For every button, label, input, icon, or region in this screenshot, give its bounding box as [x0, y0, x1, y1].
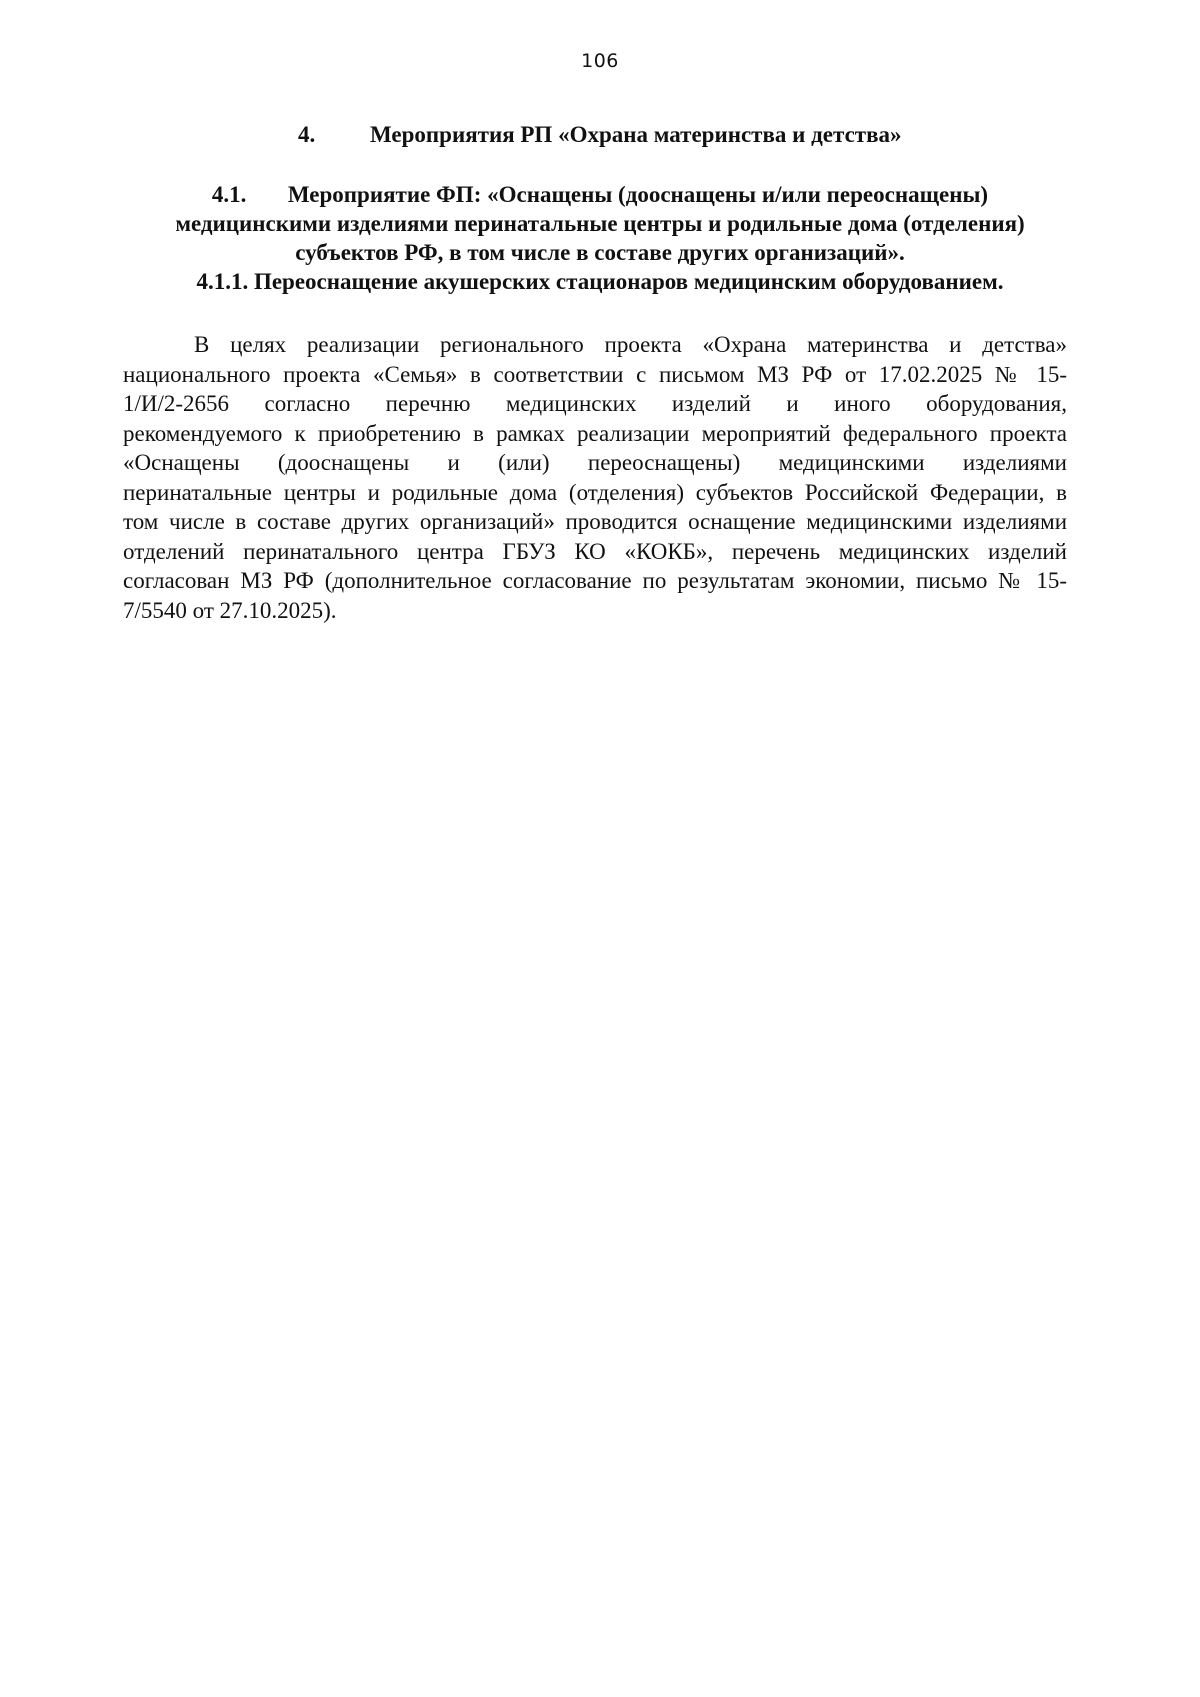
paragraph-line: «Оснащены (дооснащены и (или) переоснащены) медицинскими изделиями — [123, 450, 1067, 475]
subsection-heading-line-1 — [100, 180, 1100, 209]
subsection-item-title: 4.1.1. Переоснащение акушерских стационаров медицинским оборудованием. — [196, 269, 1004, 294]
paragraph-line: перинатальные центры и родильные дома (отделения) субъектов Российской Федерации, в — [123, 479, 1067, 505]
section-title: Мероприятия РП «Охрана материнства и детства» — [370, 122, 902, 147]
subsection-title-line: Мероприятие ФП: «Оснащены (дооснащены и/или переоснащены) — [287, 182, 989, 207]
subsection-title-line: медицинскими изделиями перинатальные центры и родильные дома (отделения) — [175, 211, 1025, 236]
page-number: 106 — [581, 50, 619, 72]
paragraph-line: В целях реализации регионального проекта «Охрана материнства и детства» — [194, 332, 1067, 357]
paragraph-line: 1/И/2-2656 согласно перечню медицинских изделий и иного оборудования, — [123, 391, 1067, 416]
paragraph-line: согласован МЗ РФ (дополнительное согласование по результатам экономии, письмо № 15- — [123, 568, 1067, 593]
section-heading — [298, 122, 1018, 148]
subsection-number: 4.1. — [211, 182, 247, 207]
paragraph-line: национального проекта «Семья» в соответствии с письмом МЗ РФ от 17.02.2025 № 15- — [123, 361, 1067, 387]
section-number: 4. — [298, 122, 316, 147]
paragraph-line: отделений перинатального центра ГБУЗ КО «КОКБ», перечень медицинских изделий — [123, 538, 1067, 564]
body-paragraph — [123, 330, 1067, 625]
paragraph-line: том числе в составе других организаций» проводится оснащение медицинскими изделиями — [123, 509, 1067, 534]
paragraph-line: рекомендуемого к приобретению в рамках реализации мероприятий федерального проекта — [123, 420, 1067, 446]
paragraph-line: 7/5540 от 27.10.2025). — [123, 597, 337, 623]
subsection-heading — [100, 180, 1100, 296]
subsection-title-line: субъектов РФ, в том числе в составе других организаций». — [295, 240, 905, 265]
